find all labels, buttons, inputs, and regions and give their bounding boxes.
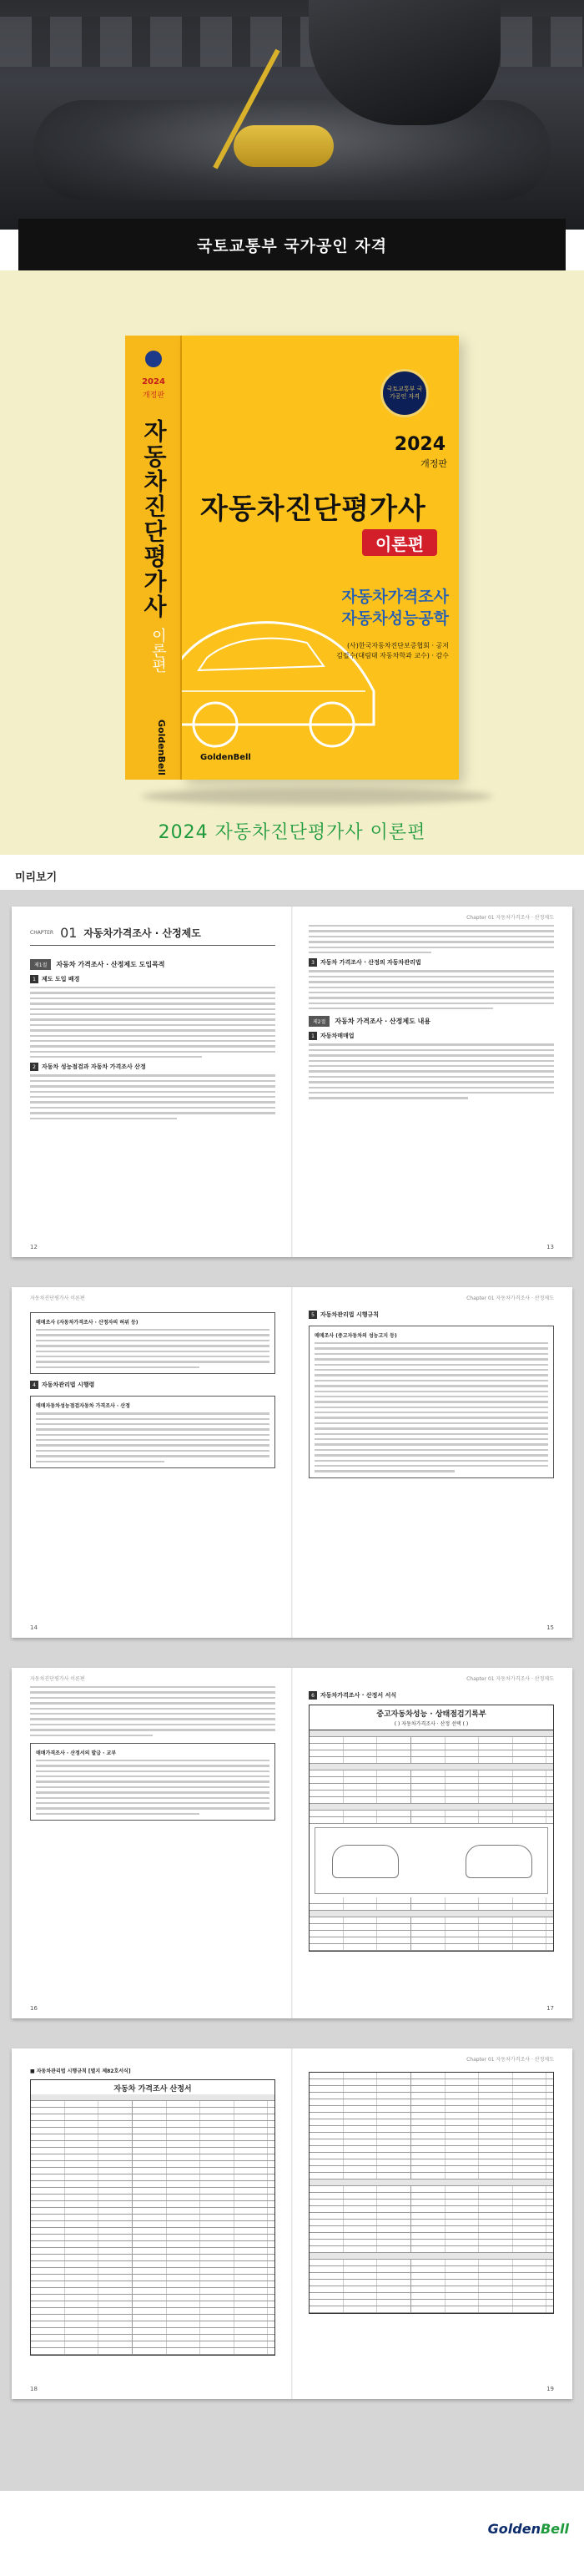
chapter-number: 01 [60,925,78,941]
preview-page-left [12,1287,292,1638]
cover-edition: 개정판 [420,458,447,469]
preview-page-left [12,907,292,1257]
footer [0,2491,584,2576]
subsection-number: 1 [309,1032,317,1040]
subsection-number: 4 [30,1381,38,1389]
form-subtitle: ( ) 자동차가격조사 · 산정 선택 ( ) [310,1720,553,1730]
subsection-number: 6 [309,1691,317,1700]
body-text-block [36,1329,269,1368]
cover-subtitle-1: 자동차가격조사 [341,588,449,606]
section-tag: 제1절 [30,959,51,970]
subsection-heading [30,1063,275,1071]
book-spine [125,336,182,780]
preview-label: 미리보기 [15,871,58,884]
subsection-heading [309,1691,554,1700]
title-banner [18,219,566,270]
subsection-number: 3 [309,958,317,967]
box-title: 매매조사 (자동차가격조사 · 산정자의 허위 등) [36,1320,138,1326]
body-text-block [315,1342,548,1472]
box-title: 매매자동차성능점검자동차 가격조사 · 산정 [36,1403,130,1410]
subsection-heading [309,1032,554,1040]
cover-title: 자동차진단평가사 [200,492,426,526]
subsection-title: 자동차매매업 [320,1033,355,1040]
running-header: 자동차진단평가사 이론편 [30,1296,85,1301]
page-number: 16 [30,2005,38,2012]
running-header: Chapter 01 자동차가격조사 · 산정제도 [466,915,554,921]
book-cover [182,336,459,780]
section-heading [309,1016,554,1027]
preview-spread-4 [12,2048,572,2399]
preview-page-right [292,2048,572,2399]
book-section [0,270,584,855]
subsection-number: 5 [309,1311,317,1319]
running-header: Chapter 01 자동차가격조사 · 산정제도 [466,1676,554,1682]
certification-seal [380,369,429,417]
body-text-block [309,970,554,1009]
seal-text: 국토교통부 국가공인 자격 [386,386,423,400]
law-excerpt-box [30,1396,275,1468]
price-form [30,2079,275,2356]
preview-page-left [12,2048,292,2399]
spine-publisher: GoldenBell [156,720,167,775]
running-header: 자동차진단평가사 이론편 [30,1676,85,1682]
form-grid [310,2073,553,2313]
body-text-block [36,1412,269,1462]
publisher-logo [488,2521,569,2537]
page-number: 19 [546,2386,554,2392]
chapter-label: CHAPTER [30,930,54,936]
cover-author-1: (사)한국자동차진단보증협회 · 공저 [346,642,449,649]
chapter-title: 자동차가격조사 · 산정제도 [83,927,201,939]
page-number: 14 [30,1624,38,1631]
box-title: 매매가격조사 · 산정서의 발급 · 교부 [36,1750,117,1756]
subsection-heading [30,1381,275,1389]
cover-author-2: 김필수(대림대 자동차학과 교수) · 감수 [336,652,449,659]
subsection-title: 자동차가격조사 · 산정서 서식 [320,1692,397,1699]
book-caption: 2024 자동차진단평가사 이론편 [158,822,426,843]
table-title: ■ 자동차관리법 시행규칙 [별지 제82호서식] [30,2068,131,2074]
section-heading [30,959,275,970]
form-grid [310,1897,553,1951]
chapter-header [30,925,275,946]
body-text-block [30,987,275,1058]
book-shadow [142,788,492,805]
body-text-block [309,925,554,953]
price-form-continued [309,2072,554,2314]
page-number: 13 [546,1244,554,1250]
form-grid [310,1730,553,1824]
form-title: 자동차 가격조사 산정서 [113,2085,192,2094]
preview-page-right [292,907,572,1257]
inspection-form [309,1705,554,1952]
title-banner-text: 국토교통부 국가공인 자격 [196,236,388,255]
vehicle-diagram [315,1827,548,1894]
hero-photo [0,0,584,230]
subsection-title: 자동차관리법 시행규칙 [320,1311,380,1318]
running-header: Chapter 01 자동차가격조사 · 산정제도 [466,1296,554,1301]
subsection-title: 자동차 성능점검과 자동차 가격조사 산정 [42,1063,146,1071]
subsection-title: 제도 도입 배경 [42,976,80,982]
subsection-title: 자동차관리법 시행령 [42,1381,95,1389]
body-text-block [36,1760,269,1815]
preview-spread-2 [12,1287,572,1638]
oil-cap-shape [234,125,334,167]
page-number: 12 [30,1244,38,1250]
logo-part-2: Bell [540,2521,569,2537]
section-title: 자동차 가격조사 · 산정제도 내용 [335,1018,431,1026]
spine-badge-icon [145,351,162,367]
subsection-title: 자동차 가격조사 · 산정의 자동차관리법 [320,959,421,967]
form-grid [31,2094,274,2355]
law-excerpt-box [30,1743,275,1821]
section-title: 자동차 가격조사 · 산정제도 도입목적 [56,961,165,968]
page-number: 18 [30,2386,38,2392]
subsection-heading [309,958,554,967]
section-tag: 제2절 [309,1016,330,1027]
cover-logo: GoldenBell [200,753,251,762]
subsection-heading [30,975,275,983]
subsection-number: 2 [30,1063,38,1071]
spine-year: 2024 [142,377,165,386]
car-side-view-icon [466,1845,532,1878]
box-title: 매매조사 (중고자동차의 성능고지 등) [315,1333,397,1339]
cover-subtitle-2: 자동차성능공학 [341,609,449,628]
preview-spread-1 [12,907,572,1257]
page-number: 17 [546,2005,554,2012]
subsection-number: 1 [30,975,38,983]
car-top-view-icon [332,1845,399,1878]
form-title: 중고자동차성능 · 상태점검기록부 [376,1710,486,1719]
page-number: 15 [546,1624,554,1631]
preview-page-right [292,1287,572,1638]
law-excerpt-box [30,1312,275,1374]
body-text-block [30,1074,275,1119]
cover-year: 2024 [394,434,446,455]
law-excerpt-box [309,1326,554,1478]
running-header: Chapter 01 자동차가격조사 · 산정제도 [466,2057,554,2063]
spine-subtitle: 이론편 [149,628,167,673]
preview-spread-3 [12,1668,572,2018]
cover-badge: 이론편 [362,529,437,556]
subsection-heading [309,1311,554,1319]
preview-page-right [292,1668,572,2018]
preview-page-left [12,1668,292,2018]
spine-title: 자동차진단평가사 [140,419,168,619]
body-text-block [309,1043,554,1099]
logo-part-1: Golden [487,2521,541,2537]
spine-edition: 개정판 [142,391,165,400]
body-text-block [30,1686,275,1736]
